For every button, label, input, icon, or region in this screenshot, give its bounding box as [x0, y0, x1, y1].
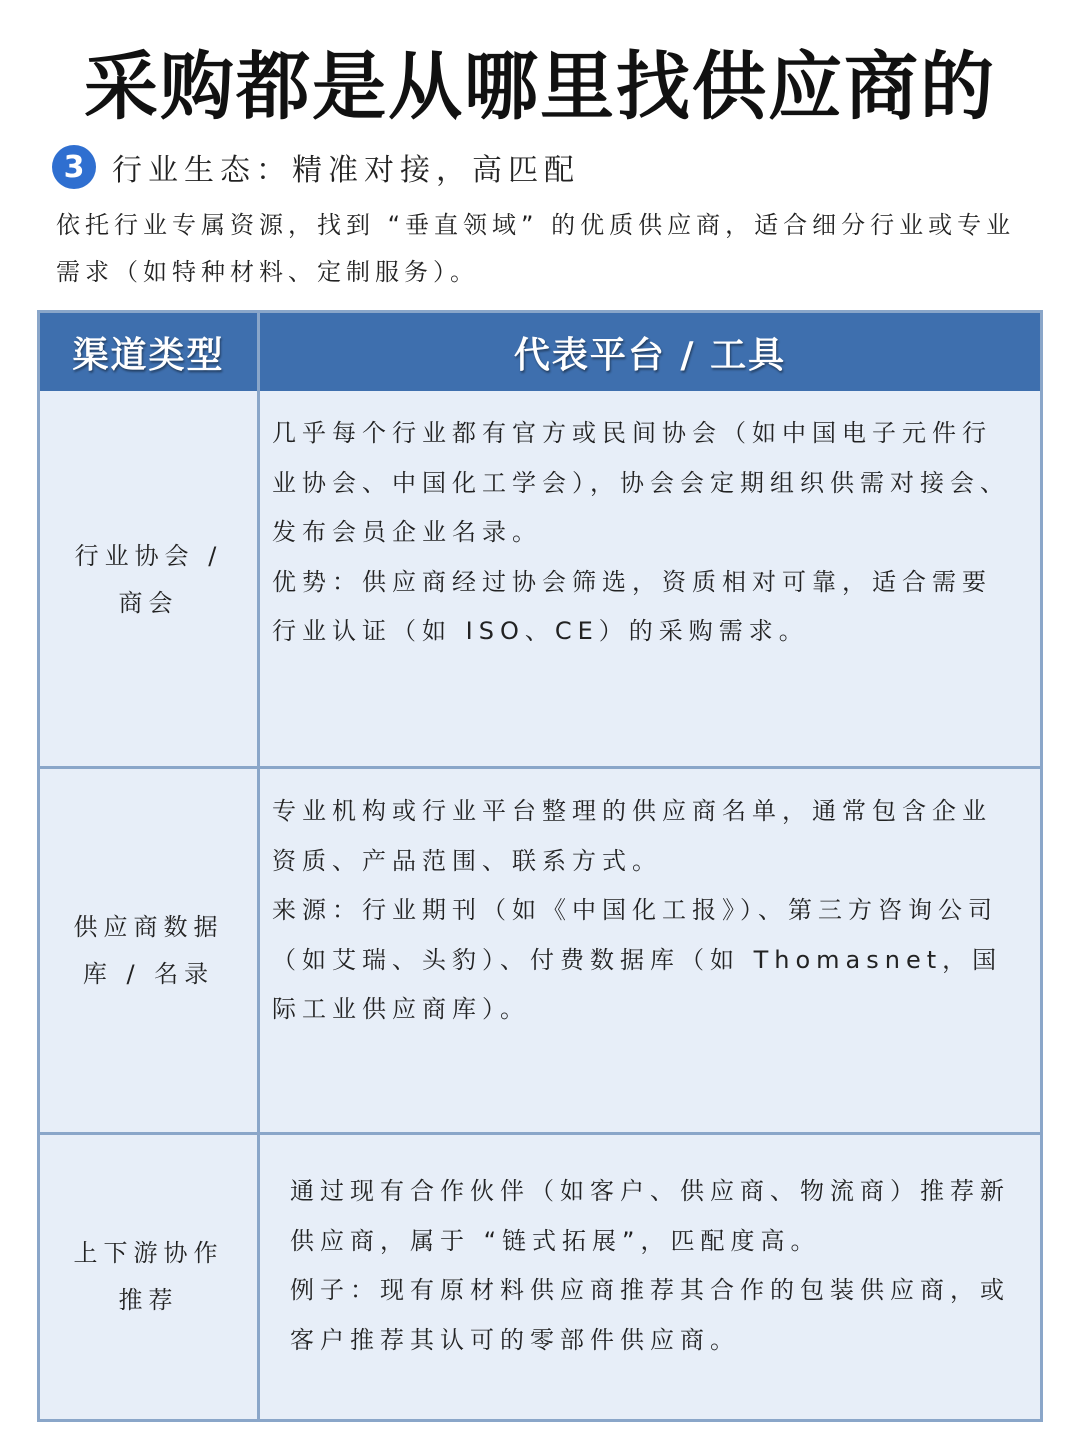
table-row — [40, 1132, 1040, 1419]
channel-description-cell — [260, 769, 1040, 1132]
description-paragraph: 几乎每个行业都有官方或民间协会（如中国电子元件行业协会、中国化工学会），协会会定期组织供需对接会、发布会员企业名录。 — [272, 419, 1010, 546]
table-header — [40, 313, 1040, 391]
source-paragraph: 来源：行业期刊（如《中国化工报》）、第三方咨询公司（如艾瑞、头豹）、付费数据库（如 Thomasnet，国际工业供应商库）。 — [272, 896, 1003, 1023]
channel-type-cell: 上下游协作推荐 — [40, 1135, 260, 1419]
channel-description-cell — [260, 391, 1040, 769]
section-intro: 依托行业专属资源，找到 “垂直领域” 的优质供应商，适合细分行业或专业需求（如特种材料、定制服务）。 — [56, 211, 1016, 286]
section-header — [52, 144, 580, 190]
header-channel-type: 渠道类型 — [40, 313, 260, 391]
channel-description-cell — [260, 1135, 1040, 1419]
section-title: 行业生态：精准对接，高匹配 — [112, 153, 580, 188]
section-number-badge: 3 — [52, 145, 96, 189]
table-row — [40, 766, 1040, 1132]
channel-table — [37, 310, 1043, 1422]
example-paragraph: 例子：现有原材料供应商推荐其合作的包装供应商，或客户推荐其认可的零部件供应商。 — [290, 1276, 1010, 1354]
advantage-paragraph: 优势：供应商经过协会筛选，资质相对可靠，适合需要行业认证（如 ISO、CE）的采购需求。 — [272, 567, 992, 645]
channel-type-cell: 供应商数据库 / 名录 — [40, 769, 260, 1132]
page-title: 采购都是从哪里找供应商的 — [84, 44, 996, 130]
description-paragraph: 通过现有合作伙伴（如客户、供应商、物流商）推荐新供应商，属于 “链式拓展”，匹配度高。 — [290, 1177, 1010, 1255]
header-platforms-tools: 代表平台 / 工具 — [513, 334, 787, 376]
table-row — [40, 391, 1040, 769]
channel-type-cell: 行业协会 / 商会 — [40, 391, 260, 769]
description-paragraph: 专业机构或行业平台整理的供应商名单，通常包含企业资质、产品范围、联系方式。 — [272, 797, 992, 875]
